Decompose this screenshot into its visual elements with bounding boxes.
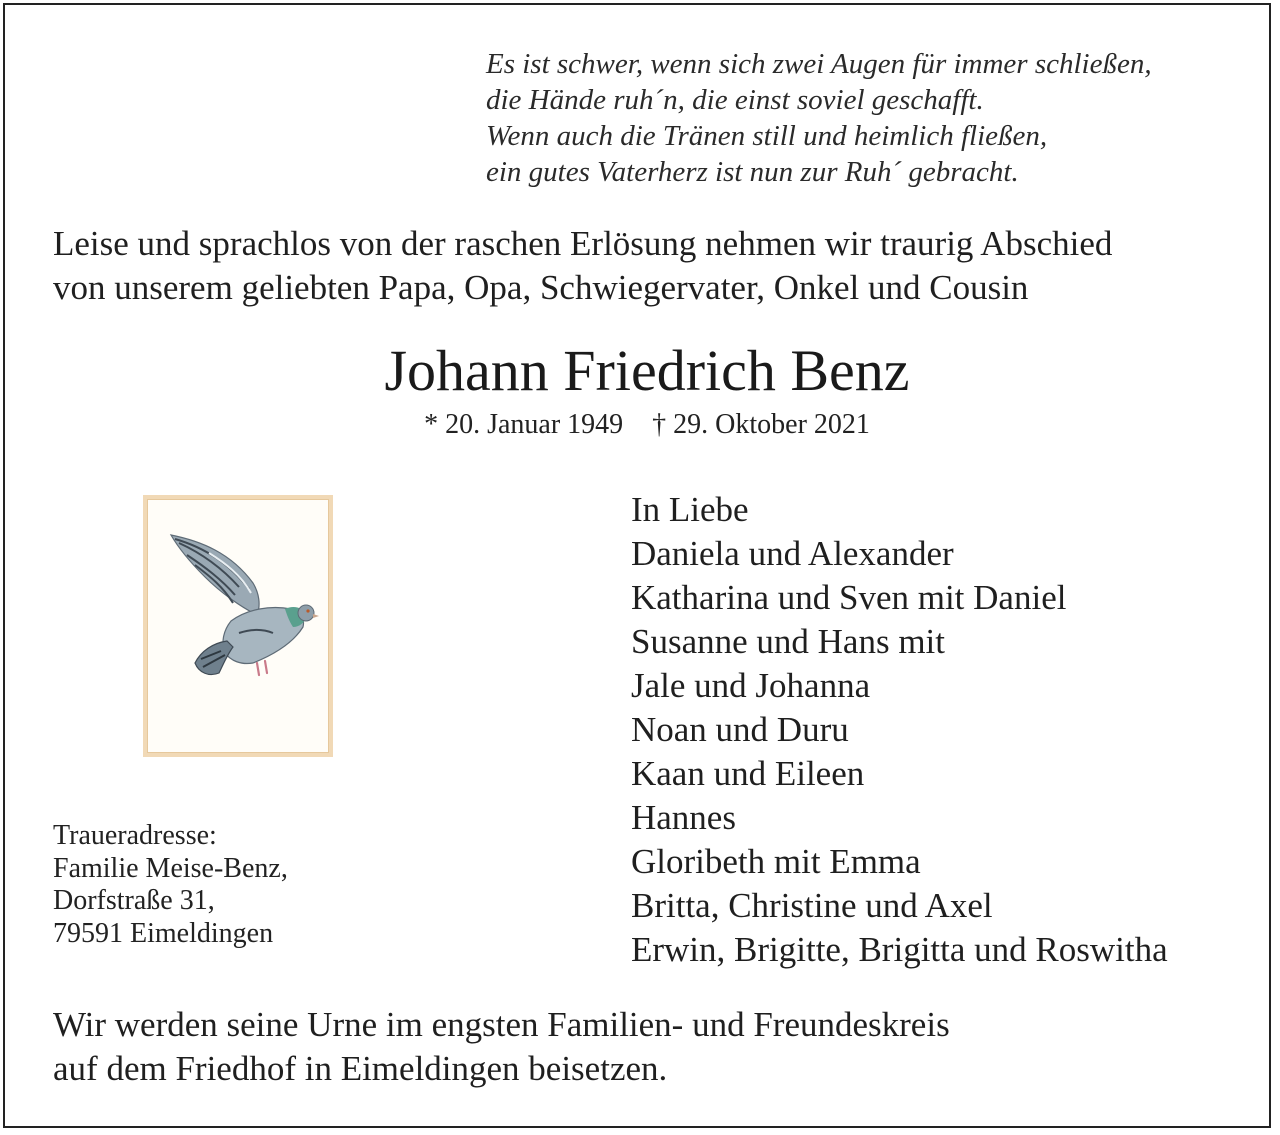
dove-picture-frame <box>143 495 333 757</box>
mourner-line: Daniela und Alexander <box>631 534 954 573</box>
intro-line: von unserem geliebten Papa, Opa, Schwiegervater, Onkel und Cousin <box>53 268 1029 307</box>
address-line: Traueradresse: <box>53 820 217 851</box>
poem <box>486 46 1246 190</box>
mourner-line: Jale und Johanna <box>631 666 871 705</box>
poem-line: die Hände ruh´n, die einst soviel geschafft. <box>486 84 984 116</box>
closing-line: Wir werden seine Urne im engsten Familien- und Freundeskreis <box>53 1005 950 1044</box>
life-dates <box>0 408 1280 442</box>
poem-line: ein gutes Vaterherz ist nun zur Ruh´ gebracht. <box>486 156 1019 188</box>
mourner-line: Kaan und Eileen <box>631 754 865 793</box>
address-line: Familie Meise-Benz, <box>53 852 288 884</box>
poem-line: Es ist schwer, wenn sich zwei Augen für immer schließen, <box>486 48 1152 80</box>
mourning-address <box>53 820 453 950</box>
mourner-line: Gloribeth mit Emma <box>631 842 921 881</box>
closing-line: auf dem Friedhof in Eimeldingen beisetzen. <box>53 1049 668 1088</box>
mourner-line: Noan und Duru <box>631 710 849 749</box>
poem-line: Wenn auch die Tränen still und heimlich fließen, <box>486 120 1048 152</box>
birth-date: * 20. Januar 1949 <box>424 409 624 440</box>
mourner-line: In Liebe <box>631 490 749 529</box>
mourners-list <box>631 488 1271 972</box>
deceased-name: Johann Friedrich Benz <box>384 338 910 403</box>
dove-icon <box>161 523 321 703</box>
mourner-line: Britta, Christine und Axel <box>631 886 993 925</box>
address-line: Dorfstraße 31, <box>53 885 215 916</box>
intro-line: Leise und sprachlos von der raschen Erlösung nehmen wir traurig Abschied <box>53 224 1113 263</box>
mourner-line: Susanne und Hans mit <box>631 622 946 661</box>
death-date: † 29. Oktober 2021 <box>652 409 870 440</box>
mourner-line: Katharina und Sven mit Daniel <box>631 578 1067 617</box>
mourner-line: Erwin, Brigitte, Brigitta und Roswitha <box>631 930 1168 969</box>
closing-text <box>53 1003 1253 1091</box>
address-line: 79591 Eimeldingen <box>53 917 274 949</box>
mourner-line: Hannes <box>631 798 736 837</box>
intro-text <box>53 222 1253 310</box>
